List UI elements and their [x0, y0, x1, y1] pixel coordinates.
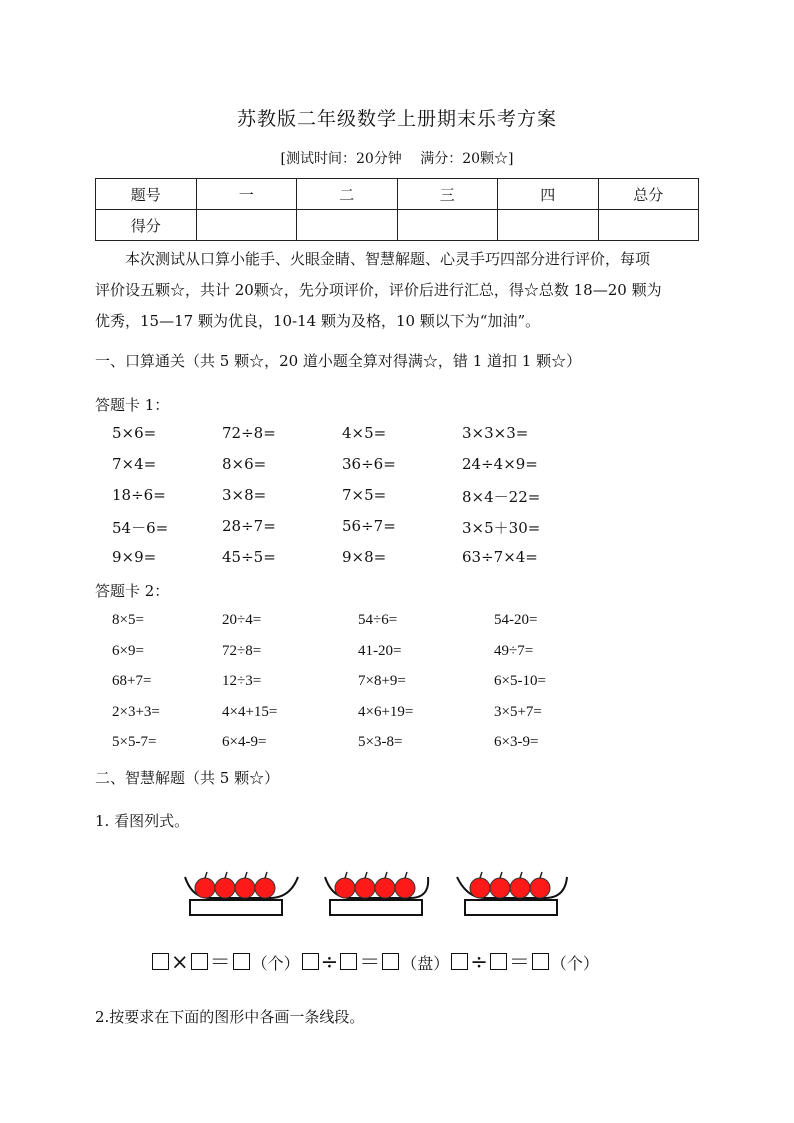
apple-icon — [195, 878, 215, 898]
header-cell-number: 题号 — [96, 179, 197, 210]
apple-plates-illustration — [180, 862, 620, 922]
blank-box[interactable] — [191, 953, 208, 970]
problem: 3×3×3= — [462, 424, 529, 442]
problem: 28÷7= — [222, 517, 276, 535]
blank-box[interactable] — [152, 953, 169, 970]
page-title: 苏教版二年级数学上册期末乐考方案 — [236, 108, 557, 130]
score-input-total[interactable] — [598, 210, 699, 241]
plate-group-2 — [325, 872, 428, 915]
section-1-heading: 一、口算通关（共 5 颗☆，20 道小题全算对得满☆，错 1 道扣 1 颗☆） — [95, 352, 582, 370]
score-input-2[interactable] — [297, 210, 398, 241]
problem: 8×4－22= — [462, 488, 541, 506]
problem: 72÷8= — [222, 642, 262, 659]
problem: 20÷4= — [222, 612, 262, 628]
apple-icon — [255, 878, 275, 898]
equals-sign: ＝ — [508, 950, 530, 974]
problem: 4×4+15= — [222, 703, 278, 720]
apple-stem-icon — [205, 872, 267, 878]
operator-multiply: × — [171, 950, 189, 974]
problem: 72÷8= — [222, 424, 276, 442]
apple-icon — [490, 878, 510, 898]
blank-box[interactable] — [382, 953, 399, 970]
problem: 8×6= — [222, 455, 267, 473]
problem: 9×8= — [342, 548, 387, 566]
blank-box[interactable] — [340, 953, 357, 970]
section-2-heading: 二、智慧解题（共 5 颗☆） — [95, 769, 280, 787]
problem: 24÷4×9= — [462, 455, 538, 473]
score-table-score-row — [96, 210, 699, 241]
apple-stem-icon — [345, 872, 407, 878]
blank-box[interactable] — [302, 953, 319, 970]
score-input-4[interactable] — [498, 210, 599, 241]
score-table-header-row — [96, 179, 699, 210]
problem: 6×3-9= — [494, 734, 539, 751]
problem: 56÷7= — [342, 517, 396, 535]
problem: 49÷7= — [494, 642, 534, 659]
problem: 5×5-7= — [112, 734, 157, 751]
intro-line-3: 优秀，15—17 颗为优良，10-14 颗为及格，10 颗以下为“加油”。 — [95, 312, 541, 330]
problem: 6×9= — [112, 642, 144, 659]
intro-line-1: 本次测试从口算小能手、火眼金睛、智慧解题、心灵手巧四部分进行评价，每项 — [125, 250, 651, 268]
card-2-label: 答题卡 2： — [95, 582, 170, 600]
apple-icon — [335, 878, 355, 898]
apple-icon — [470, 878, 490, 898]
answer-box[interactable] — [330, 900, 422, 915]
problem: 9×9= — [112, 548, 157, 566]
intro-paragraph — [95, 244, 705, 337]
apple-icon — [375, 878, 395, 898]
unit-label: （盘） — [401, 954, 450, 973]
answer-box[interactable] — [190, 900, 282, 915]
equation-row — [150, 946, 599, 976]
header-cell-total: 总分 — [598, 179, 699, 210]
problem: 8×5= — [112, 612, 144, 628]
apple-icon — [395, 878, 415, 898]
problem: 45÷5= — [222, 548, 276, 566]
test-info: [测试时间：20分钟 满分：20颗☆] — [280, 151, 514, 167]
problem: 12÷3= — [222, 673, 262, 690]
apple-icon — [235, 878, 255, 898]
unit-label: （个） — [550, 954, 599, 973]
header-cell-1: 一 — [196, 179, 297, 210]
problem: 54-20= — [494, 612, 538, 628]
problem: 3×5+7= — [494, 703, 542, 720]
unit-label: （个） — [251, 954, 300, 973]
problem: 6×4-9= — [222, 734, 267, 751]
equals-sign: ＝ — [359, 950, 381, 974]
problem: 41-20= — [358, 642, 402, 659]
answer-box[interactable] — [465, 900, 557, 915]
question-1-text: 1. 看图列式。 — [95, 812, 190, 830]
problem: 54－6= — [112, 519, 169, 537]
blank-box[interactable] — [451, 953, 468, 970]
blank-box[interactable] — [233, 953, 250, 970]
problem: 3×8= — [222, 486, 267, 504]
operator-divide: ÷ — [470, 950, 488, 974]
apple-icon — [355, 878, 375, 898]
header-cell-2: 二 — [297, 179, 398, 210]
problem: 63÷7×4= — [462, 548, 538, 566]
apple-icon — [510, 878, 530, 898]
problem: 3×5＋30= — [462, 519, 541, 537]
problem: 68+7= — [112, 673, 152, 690]
apple-icon — [215, 878, 235, 898]
problem: 6×5-10= — [494, 673, 546, 690]
score-row-label: 得分 — [96, 210, 197, 241]
problem: 2×3+3= — [112, 703, 160, 720]
blank-box[interactable] — [490, 953, 507, 970]
question-2-text: 2.按要求在下面的图形中各画一条线段。 — [95, 1008, 365, 1026]
problem: 7×8+9= — [358, 673, 406, 690]
score-input-1[interactable] — [196, 210, 297, 241]
problem: 7×4= — [112, 455, 157, 473]
operator-divide: ÷ — [320, 950, 339, 974]
problem: 5×6= — [112, 424, 157, 442]
equals-sign: ＝ — [209, 950, 231, 974]
header-cell-4: 四 — [498, 179, 599, 210]
problem: 5×3-8= — [358, 734, 403, 751]
apple-icon — [530, 878, 550, 898]
score-table — [95, 178, 699, 241]
problem: 7×5= — [342, 486, 387, 504]
problem: 4×5= — [342, 424, 387, 442]
problem: 54÷6= — [358, 612, 398, 628]
header-cell-3: 三 — [397, 179, 498, 210]
problem: 36÷6= — [342, 455, 396, 473]
apple-stem-icon — [480, 872, 542, 878]
plate-group-1 — [185, 872, 298, 915]
blank-box[interactable] — [532, 953, 549, 970]
score-input-3[interactable] — [397, 210, 498, 241]
intro-line-2: 评价设五颗☆，共计 20颗☆，先分项评价，评价后进行汇总，得☆总数 18—20 颗为 — [95, 281, 662, 299]
card-1-label: 答题卡 1： — [95, 396, 170, 414]
problem: 18÷6= — [112, 486, 166, 504]
problem: 4×6+19= — [358, 703, 414, 720]
plate-group-3 — [457, 872, 567, 915]
